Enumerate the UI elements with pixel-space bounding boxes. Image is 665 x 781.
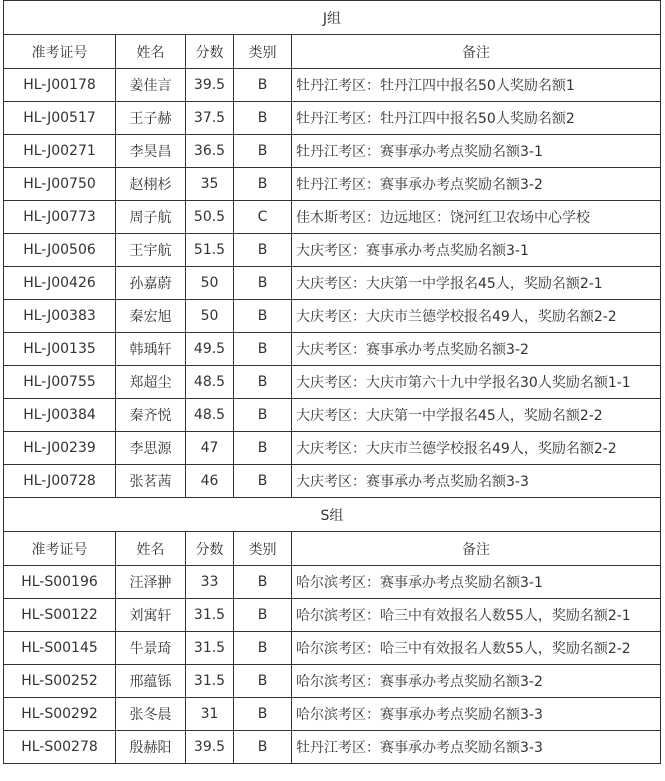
- remark-cell: 大庆考区：大庆第一中学报名45人，奖励名额2-2: [292, 399, 661, 432]
- table-row: [4, 102, 661, 135]
- exam-id-cell: HL-J00384: [4, 399, 116, 432]
- column-header: 分数: [186, 532, 234, 566]
- score-cell: 36.5: [186, 135, 234, 168]
- remark-cell: 哈尔滨考区：赛事承办考点奖励名额3-3: [292, 698, 661, 731]
- score-cell: 33: [186, 566, 234, 599]
- remark-cell: 哈尔滨考区：哈三中有效报名人数55人，奖励名额2-2: [292, 632, 661, 665]
- exam-id-cell: HL-J00239: [4, 432, 116, 465]
- name-cell: 孙嘉蔚: [116, 267, 186, 300]
- table-row: [4, 300, 661, 333]
- name-cell: 邢蕴铄: [116, 665, 186, 698]
- name-cell: 刘寓轩: [116, 599, 186, 632]
- score-cell: 31.5: [186, 599, 234, 632]
- score-cell: 47: [186, 432, 234, 465]
- table-row: [4, 665, 661, 698]
- score-cell: 51.5: [186, 234, 234, 267]
- remark-cell: 大庆考区：大庆第一中学报名45人，奖励名额2-1: [292, 267, 661, 300]
- category-cell: B: [234, 300, 292, 333]
- exam-id-cell: HL-J00271: [4, 135, 116, 168]
- exam-id-cell: HL-J00750: [4, 168, 116, 201]
- column-header: 分数: [186, 35, 234, 69]
- remark-cell: 大庆考区：赛事承办考点奖励名额3-1: [292, 234, 661, 267]
- table-row: [4, 399, 661, 432]
- category-cell: B: [234, 698, 292, 731]
- remark-cell: 哈尔滨考区：赛事承办考点奖励名额3-1: [292, 566, 661, 599]
- name-cell: 赵栩杉: [116, 168, 186, 201]
- remark-cell: 牡丹江考区：赛事承办考点奖励名额3-1: [292, 135, 661, 168]
- table-row: [4, 632, 661, 665]
- score-cell: 31.5: [186, 665, 234, 698]
- name-cell: 韩瑀轩: [116, 333, 186, 366]
- results-table-body: [4, 1, 661, 764]
- category-cell: B: [234, 69, 292, 102]
- name-cell: 殷赫阳: [116, 731, 186, 764]
- score-cell: 37.5: [186, 102, 234, 135]
- score-cell: 39.5: [186, 731, 234, 764]
- name-cell: 李昊昌: [116, 135, 186, 168]
- table-row: [4, 366, 661, 399]
- exam-id-cell: HL-J00773: [4, 201, 116, 234]
- column-header: 备注: [292, 532, 661, 566]
- score-cell: 50.5: [186, 201, 234, 234]
- remark-cell: 佳木斯考区：边远地区：饶河红卫农场中心学校: [292, 201, 661, 234]
- remark-cell: 大庆考区：大庆市兰德学校报名49人，奖励名额2-2: [292, 300, 661, 333]
- table-row: [4, 465, 661, 498]
- remark-cell: 牡丹江考区：牡丹江四中报名50人奖励名额1: [292, 69, 661, 102]
- group-title-row: [4, 1, 661, 35]
- table-row: [4, 168, 661, 201]
- category-cell: B: [234, 432, 292, 465]
- name-cell: 王子赫: [116, 102, 186, 135]
- exam-id-cell: HL-S00145: [4, 632, 116, 665]
- exam-id-cell: HL-J00135: [4, 333, 116, 366]
- column-header: 姓名: [116, 532, 186, 566]
- table-row: [4, 731, 661, 764]
- results-table: [3, 0, 661, 764]
- category-cell: B: [234, 731, 292, 764]
- score-cell: 46: [186, 465, 234, 498]
- name-cell: 汪泽翀: [116, 566, 186, 599]
- name-cell: 秦宏旭: [116, 300, 186, 333]
- score-cell: 31: [186, 698, 234, 731]
- category-cell: B: [234, 599, 292, 632]
- table-row: [4, 698, 661, 731]
- remark-cell: 哈尔滨考区：赛事承办考点奖励名额3-2: [292, 665, 661, 698]
- table-row: [4, 333, 661, 366]
- exam-id-cell: HL-J00517: [4, 102, 116, 135]
- exam-id-cell: HL-S00292: [4, 698, 116, 731]
- name-cell: 王宇航: [116, 234, 186, 267]
- exam-id-cell: HL-J00728: [4, 465, 116, 498]
- table-row: [4, 201, 661, 234]
- table-row: [4, 69, 661, 102]
- remark-cell: 牡丹江考区：赛事承办考点奖励名额3-2: [292, 168, 661, 201]
- category-cell: B: [234, 102, 292, 135]
- column-header: 准考证号: [4, 532, 116, 566]
- category-cell: C: [234, 201, 292, 234]
- exam-id-cell: HL-J00383: [4, 300, 116, 333]
- category-cell: B: [234, 665, 292, 698]
- category-cell: B: [234, 135, 292, 168]
- exam-id-cell: HL-S00278: [4, 731, 116, 764]
- group-title: S组: [4, 498, 661, 532]
- remark-cell: 牡丹江考区：赛事承办考点奖励名额3-3: [292, 731, 661, 764]
- group-title: J组: [4, 1, 661, 35]
- column-header: 姓名: [116, 35, 186, 69]
- column-header: 备注: [292, 35, 661, 69]
- exam-id-cell: HL-J00426: [4, 267, 116, 300]
- score-cell: 39.5: [186, 69, 234, 102]
- table-row: [4, 234, 661, 267]
- category-cell: B: [234, 234, 292, 267]
- name-cell: 姜佳言: [116, 69, 186, 102]
- category-cell: B: [234, 168, 292, 201]
- exam-id-cell: HL-S00252: [4, 665, 116, 698]
- table-row: [4, 432, 661, 465]
- table-row: [4, 566, 661, 599]
- table-row: [4, 599, 661, 632]
- exam-id-cell: HL-J00178: [4, 69, 116, 102]
- name-cell: 郑超尘: [116, 366, 186, 399]
- score-cell: 31.5: [186, 632, 234, 665]
- category-cell: B: [234, 566, 292, 599]
- name-cell: 张茗茜: [116, 465, 186, 498]
- remark-cell: 大庆考区：大庆市第六十九中学报名30人奖励名额1-1: [292, 366, 661, 399]
- score-cell: 50: [186, 267, 234, 300]
- column-header: 类别: [234, 35, 292, 69]
- category-cell: B: [234, 465, 292, 498]
- score-cell: 50: [186, 300, 234, 333]
- exam-id-cell: HL-J00755: [4, 366, 116, 399]
- category-cell: B: [234, 399, 292, 432]
- name-cell: 周子航: [116, 201, 186, 234]
- score-cell: 48.5: [186, 366, 234, 399]
- remark-cell: 大庆考区：赛事承办考点奖励名额3-3: [292, 465, 661, 498]
- group-title-row: [4, 498, 661, 532]
- remark-cell: 哈尔滨考区：哈三中有效报名人数55人，奖励名额2-1: [292, 599, 661, 632]
- category-cell: B: [234, 632, 292, 665]
- column-header: 准考证号: [4, 35, 116, 69]
- remark-cell: 大庆考区：赛事承办考点奖励名额3-2: [292, 333, 661, 366]
- score-cell: 49.5: [186, 333, 234, 366]
- table-row: [4, 267, 661, 300]
- name-cell: 牛景琦: [116, 632, 186, 665]
- header-row: [4, 532, 661, 566]
- score-cell: 35: [186, 168, 234, 201]
- table-row: [4, 135, 661, 168]
- exam-id-cell: HL-J00506: [4, 234, 116, 267]
- column-header: 类别: [234, 532, 292, 566]
- name-cell: 秦齐悦: [116, 399, 186, 432]
- category-cell: B: [234, 267, 292, 300]
- exam-id-cell: HL-S00122: [4, 599, 116, 632]
- category-cell: B: [234, 333, 292, 366]
- remark-cell: 大庆考区：大庆市兰德学校报名49人，奖励名额2-2: [292, 432, 661, 465]
- exam-id-cell: HL-S00196: [4, 566, 116, 599]
- header-row: [4, 35, 661, 69]
- name-cell: 李思源: [116, 432, 186, 465]
- name-cell: 张冬晨: [116, 698, 186, 731]
- remark-cell: 牡丹江考区：牡丹江四中报名50人奖励名额2: [292, 102, 661, 135]
- category-cell: B: [234, 366, 292, 399]
- score-cell: 48.5: [186, 399, 234, 432]
